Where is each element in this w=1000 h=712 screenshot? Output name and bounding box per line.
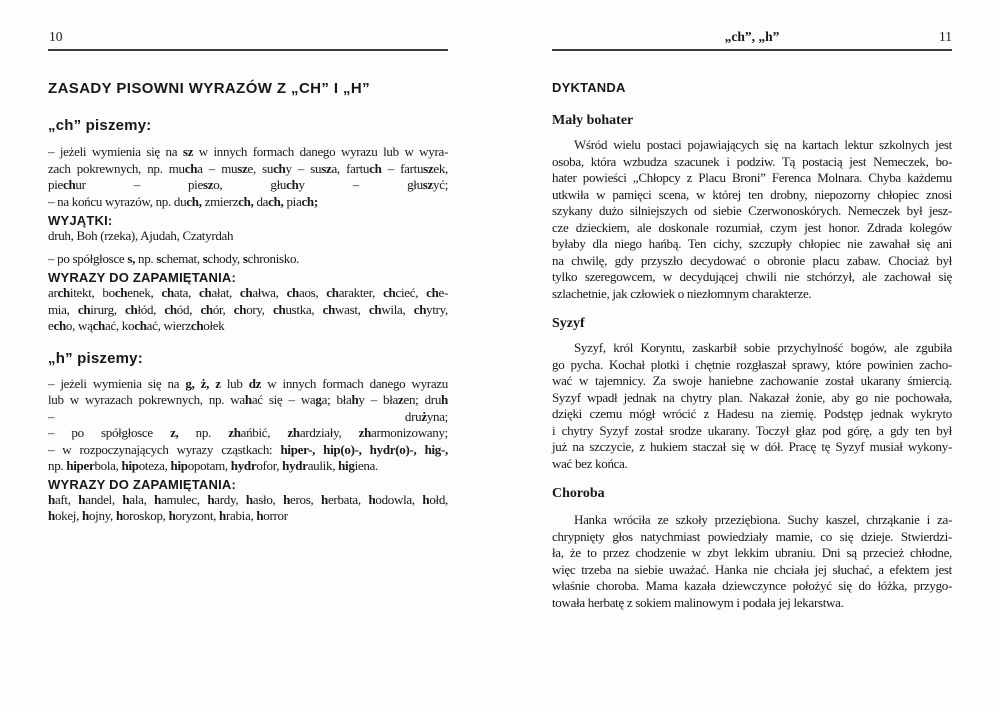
h-rules-text: – jeżeli wymienia się na g, ż, z lub dz w innych formach danego wyrazu lub w wyrazach pokrewnych, np. wahać się – waga; błahy – błazen; druh – drużyna; – po spółgłosce z, np. zhańbić, zhardziały, zharmonizowany; – w rozpoczynających wyrazy cząstkach: hiper-, hip(o)-, hydr(o)-, hig-, np. hiperbola, hipoteza, hipopotam, hydrofor, hydraulik, higiena.	[48, 375, 448, 473]
ch-exceptions-text: druh, Boh (rzeka), Ajudah, Czatyrdah	[48, 228, 234, 243]
h-remember-text: haft, handel, hala, hamulec, hardy, hasło, heros, herbata, hodowla, hołd, hokej, hojny, horoskop, horyzont, hrabia, horror	[48, 491, 448, 523]
dictation-title: Choroba	[552, 486, 605, 501]
page-header-right	[552, 28, 952, 52]
page-number-right: 11	[939, 29, 952, 44]
dictation-text: Syzyf, król Koryntu, zaskarbił sobie przychylność bogów, ale zgubiła go pycha. Kochał plotki i chętnie rozgłaszał sprawy, które powinien zacho- wać w tajemnicy. Za swoje haniebne zachowanie został ukarany śmiercią. Syzyf wpadł jednak na chytry plan. Nakazał żonie, aby go nie pochowała, dzięki czemu mógł wrócić z Hadesu na ziemię. Podstęp jednak wykryto i chytry Syzyf został srodze ukarany. Toczył głaz pod górę, a gdy ten był już na szczycie, z hukiem staczał się w dół. Pracę tę Syzyf musiał wykony- wać bez końca.	[552, 340, 952, 471]
ch-rules-heading: „ch” piszemy:	[48, 117, 152, 134]
ch-after-s-rule-text: – po spółgłosce s, np. schemat, schody, schronisko.	[48, 250, 300, 266]
dictation-text: Hanka wróciła ze szkoły przeziębiona. Suchy kaszel, chrząkanie i za- chrypnięty głos natychmiast powiedziały mamie, co się dzieje. Stwierdzi- ła, że to przez chodzenie w zbyt lekkim ubraniu. Dni są przecież chłodne, więc trzeba na siebie uważać. Hanka nie chciała jej słuchać, a efektem jest właśnie choroba. Mama kazała dziewczynce położyć się do łóżka, przygo- towała herbatę z sokiem malinowym i podała jej lekarstwa.	[552, 512, 952, 610]
header-rule-left	[48, 49, 448, 51]
dictation-maly-bohater	[552, 112, 952, 302]
page-number-left: 10	[49, 29, 63, 44]
ch-remember-text: architekt, bochenek, chata, chałat, chałwa, chaos, charakter, chcieć, che- mia, chirurg, chłód, chód, chór, chory, chustka, chwast, chwila, chytry, echo, wąchać, kochać, wierzchołek	[48, 285, 448, 333]
ch-remember-label: WYRAZY DO ZAPAMIĘTANIA:	[48, 270, 237, 285]
running-head: „ch”, „h”	[724, 29, 780, 44]
h-rules-heading: „h” piszemy:	[48, 349, 143, 367]
page-right	[552, 28, 952, 611]
h-remember-label: WYRAZY DO ZAPAMIĘTANIA:	[48, 476, 237, 492]
header-rule-right	[552, 49, 952, 51]
ch-rules-text: – jeżeli wymienia się na sz w innych formach danego wyrazu lub w wyra- zach pokrewnych, np. mucha – musze, suchy – susza, fartuch – fartuszek, piechur – pieszo, głuchy – głuszyć; – na końcu wyrazów, np. duch, zmierzch, dach, piach;	[48, 144, 449, 209]
page-header-left	[48, 28, 448, 52]
dyktanda-heading: DYKTANDA	[552, 80, 626, 95]
dictation-text: Wśród wielu postaci pojawiających się na kartach lektur szkolnych jest osoba, która wzbudza szacunek i podziw. Tą postacią jest Nemeczek, bo- hater powieści „Chłopcy z Placu Broni” Ferenca Molnara. Chyba każdemu utkwiła w pamięci scena, w której ten drobny, niepozorny chłopiec znosi szykany dużo silniejszych od siebie Czerwonoskórych. Nemeczek był jesz- cze dzieckiem, ale doskonale rozumiał, czym jest honor. Zdrada kolegów byłaby dla niego hańbą. Ten cichy, szczupły chłopiec nie zawahał się ani na chwilę, gdy przyszło decydować o obronie placu zabaw. Chociaż był tylko szeregowcem, w decydującej chwili nie stchórzył, ale zachował się szlachetnie, jak człowiek o niezłomnym charakterze.	[552, 137, 952, 301]
ch-exceptions-label: WYJĄTKI:	[48, 213, 113, 228]
dictation-syzyf	[552, 315, 952, 472]
dictation-title: Syzyf	[552, 316, 585, 331]
dictation-title: Mały bohater	[552, 113, 634, 128]
page-left	[48, 28, 448, 525]
dictation-choroba	[552, 485, 952, 611]
chapter-title: ZASADY PISOWNI WYRAZÓW Z „CH” I „H”	[48, 80, 371, 97]
